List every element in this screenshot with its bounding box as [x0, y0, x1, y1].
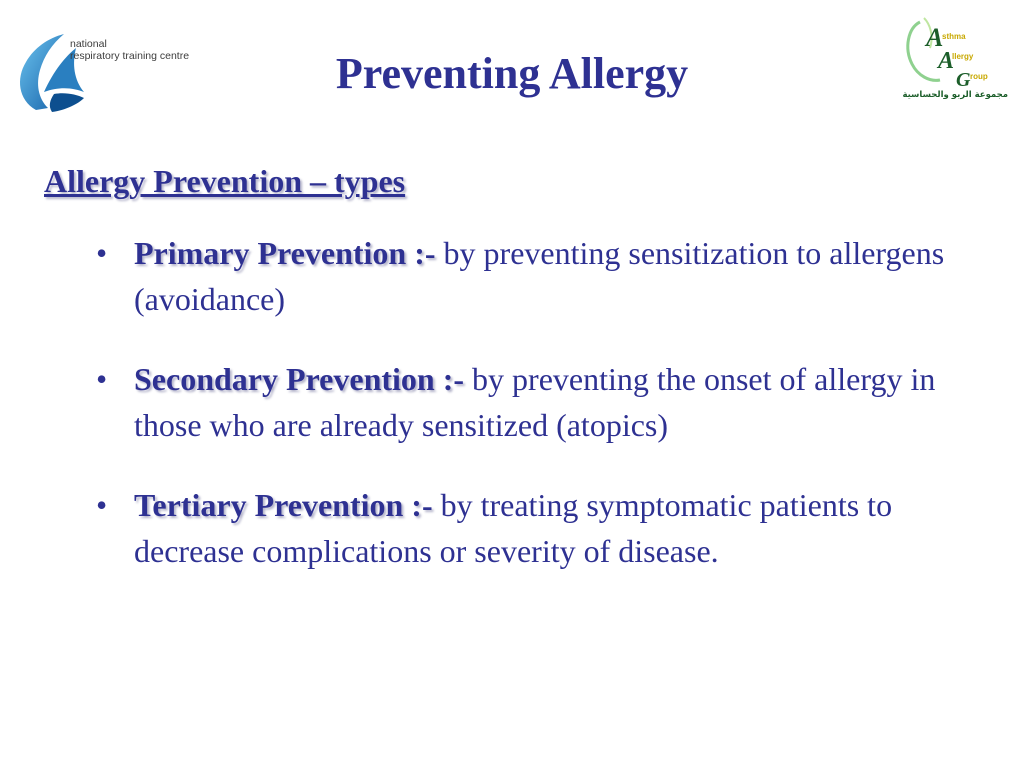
nrtc-line-1: national [70, 38, 107, 50]
svg-text:G: G [956, 69, 971, 90]
bullet-text: by preventing sensitization to allergens (avoidance) [134, 235, 945, 317]
bullet-text: by preventing the onset of allergy in those who are already sensitized (atopics) [134, 361, 936, 443]
bullet-term: Tertiary Prevention :- [134, 487, 433, 523]
bullet-term: Secondary Prevention :- [134, 361, 465, 397]
bullet-term: Primary Prevention :- [134, 235, 436, 271]
bullet-dot-icon: • [96, 361, 108, 397]
aag-line-2: llergy [952, 52, 974, 61]
aag-line-1: sthma [942, 32, 966, 41]
aag-line-3: roup [970, 72, 988, 81]
svg-text:A: A [938, 48, 955, 74]
bullet-item-secondary [96, 356, 956, 448]
svg-text:A: A [926, 23, 944, 52]
bullet-list [96, 230, 956, 574]
slide-title: Preventing Allergy [335, 49, 689, 98]
bullet-text: by treating symptomatic patients to decrease complications or severity of disease. [134, 487, 893, 569]
aag-arabic-name: مجموعة الربو والحساسية [902, 90, 1008, 100]
nrtc-line-2: respiratory training centre [70, 50, 190, 62]
bullet-item-primary [96, 230, 956, 322]
aag-logo [900, 14, 1010, 104]
bullet-dot-icon: • [96, 235, 108, 271]
slide-subtitle: Allergy Prevention – types [44, 163, 406, 199]
bullet-dot-icon: • [96, 487, 108, 523]
bullet-item-tertiary [96, 482, 956, 574]
